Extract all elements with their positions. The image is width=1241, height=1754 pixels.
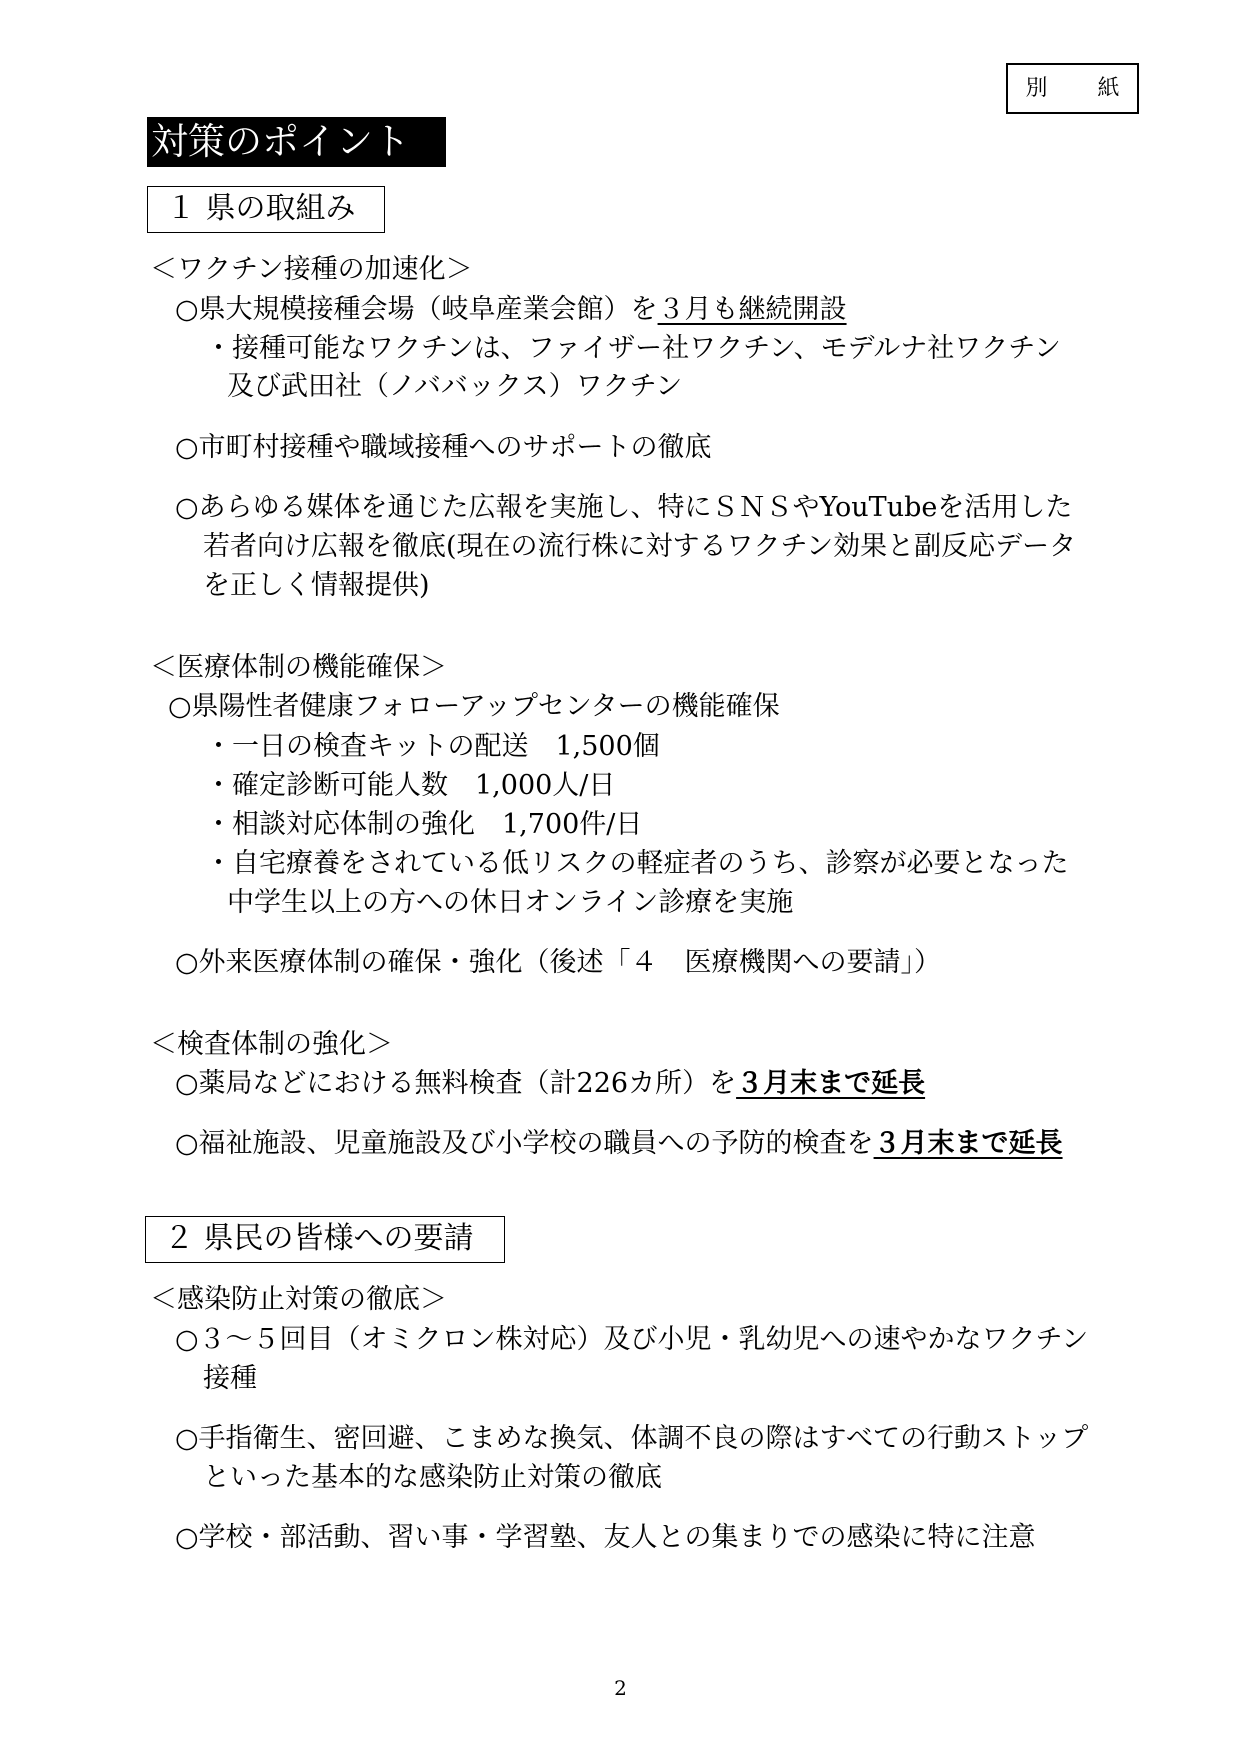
page-title: 対策のポイント	[147, 117, 446, 167]
vaccine-item-1-text: ○県大規模接種会場（岐阜産業会館）を	[175, 294, 658, 325]
subheading-infection-prevention: ＜感染防止対策の徹底＞	[150, 1284, 447, 1315]
attachment-label: 別 紙	[1006, 63, 1139, 114]
infection-item-1-line-1: ○３～５回目（オミクロン株対応）及び小児・乳幼児への速やかなワクチン	[175, 1324, 1089, 1355]
subheading-medical: ＜医療体制の機能確保＞	[150, 652, 447, 683]
vaccine-item-3-line-3: を正しく情報提供)	[203, 570, 430, 601]
vaccine-bullet-line-1: ・接種可能なワクチンは、ファイザー社ワクチン、モデルナ社ワクチン	[205, 333, 1061, 364]
medical-bullet-3: ・相談対応体制の強化 1,700件/日	[205, 809, 643, 840]
section-heading-prefecture-efforts: １ 県の取組み	[147, 186, 385, 233]
testing-item-1-text: ○薬局などにおける無料検査（計226カ所）を	[175, 1068, 737, 1099]
infection-item-3: ○学校・部活動、習い事・学習塾、友人との集まりでの感染に特に注意	[175, 1522, 1036, 1553]
vaccine-item-3-line-2: 若者向け広報を徹底(現在の流行株に対するワクチン効果と副反応データ	[203, 531, 1077, 562]
testing-item-2-text: ○福祉施設、児童施設及び小学校の職員への予防的検査を	[175, 1128, 874, 1159]
medical-item-1: ○県陽性者健康フォローアップセンターの機能確保	[168, 691, 780, 722]
infection-item-1-line-2: 接種	[203, 1363, 257, 1394]
vaccine-item-2: ○市町村接種や職域接種へのサポートの徹底	[175, 432, 712, 463]
infection-item-2-line-2: といった基本的な感染防止対策の徹底	[203, 1462, 662, 1493]
testing-item-2	[175, 1126, 1063, 1162]
testing-item-1	[175, 1066, 925, 1102]
vaccine-item-1	[175, 292, 847, 328]
vaccine-bullet-line-2: 及び武田社（ノババックス）ワクチン	[227, 371, 683, 402]
medical-item-2: ○外来医療体制の確保・強化（後述「４ 医療機関への要請」）	[175, 947, 942, 978]
medical-bullet-1: ・一日の検査キットの配送 1,500個	[205, 731, 660, 762]
medical-bullet-4-line-1: ・自宅療養をされている低リスクの軽症者のうち、診察が必要となった	[205, 848, 1069, 879]
vaccine-item-1-emphasis: ３月も継続開設	[657, 294, 847, 325]
subheading-vaccine: ＜ワクチン接種の加速化＞	[150, 254, 473, 285]
infection-item-2-line-1: ○手指衛生、密回避、こまめな換気、体調不良の際はすべての行動ストップ	[175, 1423, 1089, 1454]
testing-item-1-emphasis: ３月末まで延長	[736, 1068, 926, 1099]
vaccine-item-3-line-1: ○あらゆる媒体を通じた広報を実施し、特にＳＮＳやYouTubeを活用した	[175, 492, 1073, 523]
subheading-testing: ＜検査体制の強化＞	[150, 1029, 393, 1060]
section-heading-request-to-residents: ２ 県民の皆様への要請	[145, 1216, 505, 1263]
medical-bullet-4-line-2: 中学生以上の方への休日オンライン診療を実施	[227, 887, 794, 918]
medical-bullet-2: ・確定診断可能人数 1,000人/日	[205, 770, 616, 801]
testing-item-2-emphasis: ３月末まで延長	[873, 1128, 1063, 1159]
page-number: 2	[614, 1676, 627, 1700]
